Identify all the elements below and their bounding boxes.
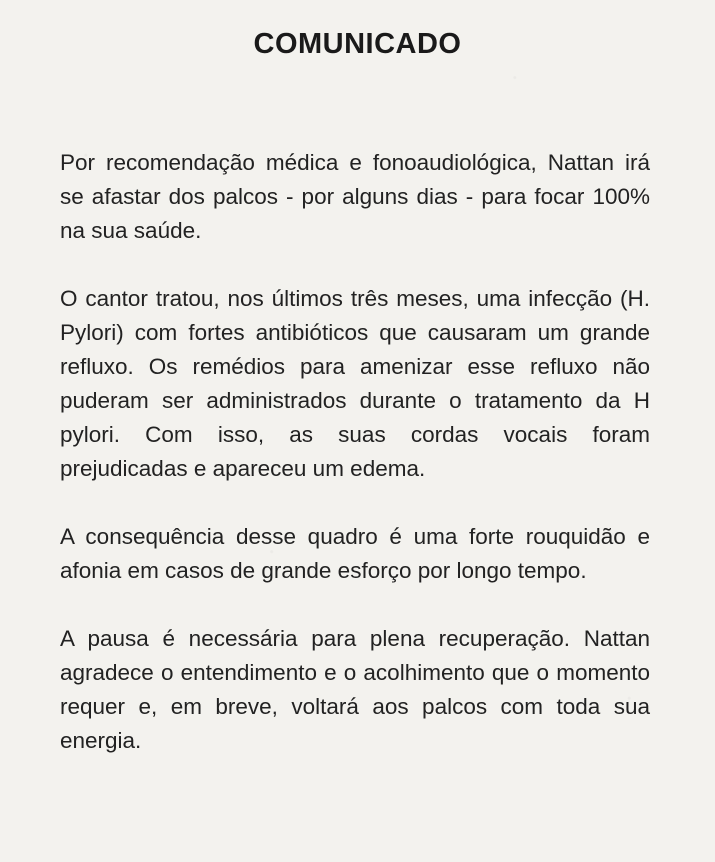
paragraph-3: A consequência desse quadro é uma forte rouquidão e afonia em casos de grande esforço por longo tempo.: [60, 524, 650, 583]
document-title: COMUNICADO: [253, 28, 462, 60]
paragraph-4: A pausa é necessária para plena recuperação. Nattan agradece o entendimento e o acolhimento que o momento requer e, em breve, voltará aos palcos com toda sua energia.: [60, 626, 650, 753]
paragraph-1: Por recomendação médica e fonoaudiológica, Nattan irá se afastar dos palcos - por alguns dias - para focar 100% na sua saúde.: [60, 150, 650, 243]
document-body: [60, 146, 650, 792]
paragraph-2: O cantor tratou, nos últimos três meses, uma infecção (H. Pylori) com fortes antibióticos que causaram um grande refluxo. Os remédios para amenizar esse refluxo não puderam ser administrados durante o tratamento da H pylori. Com isso, as suas cordas vocais foram prejudicadas e apareceu um edema.: [60, 286, 650, 481]
